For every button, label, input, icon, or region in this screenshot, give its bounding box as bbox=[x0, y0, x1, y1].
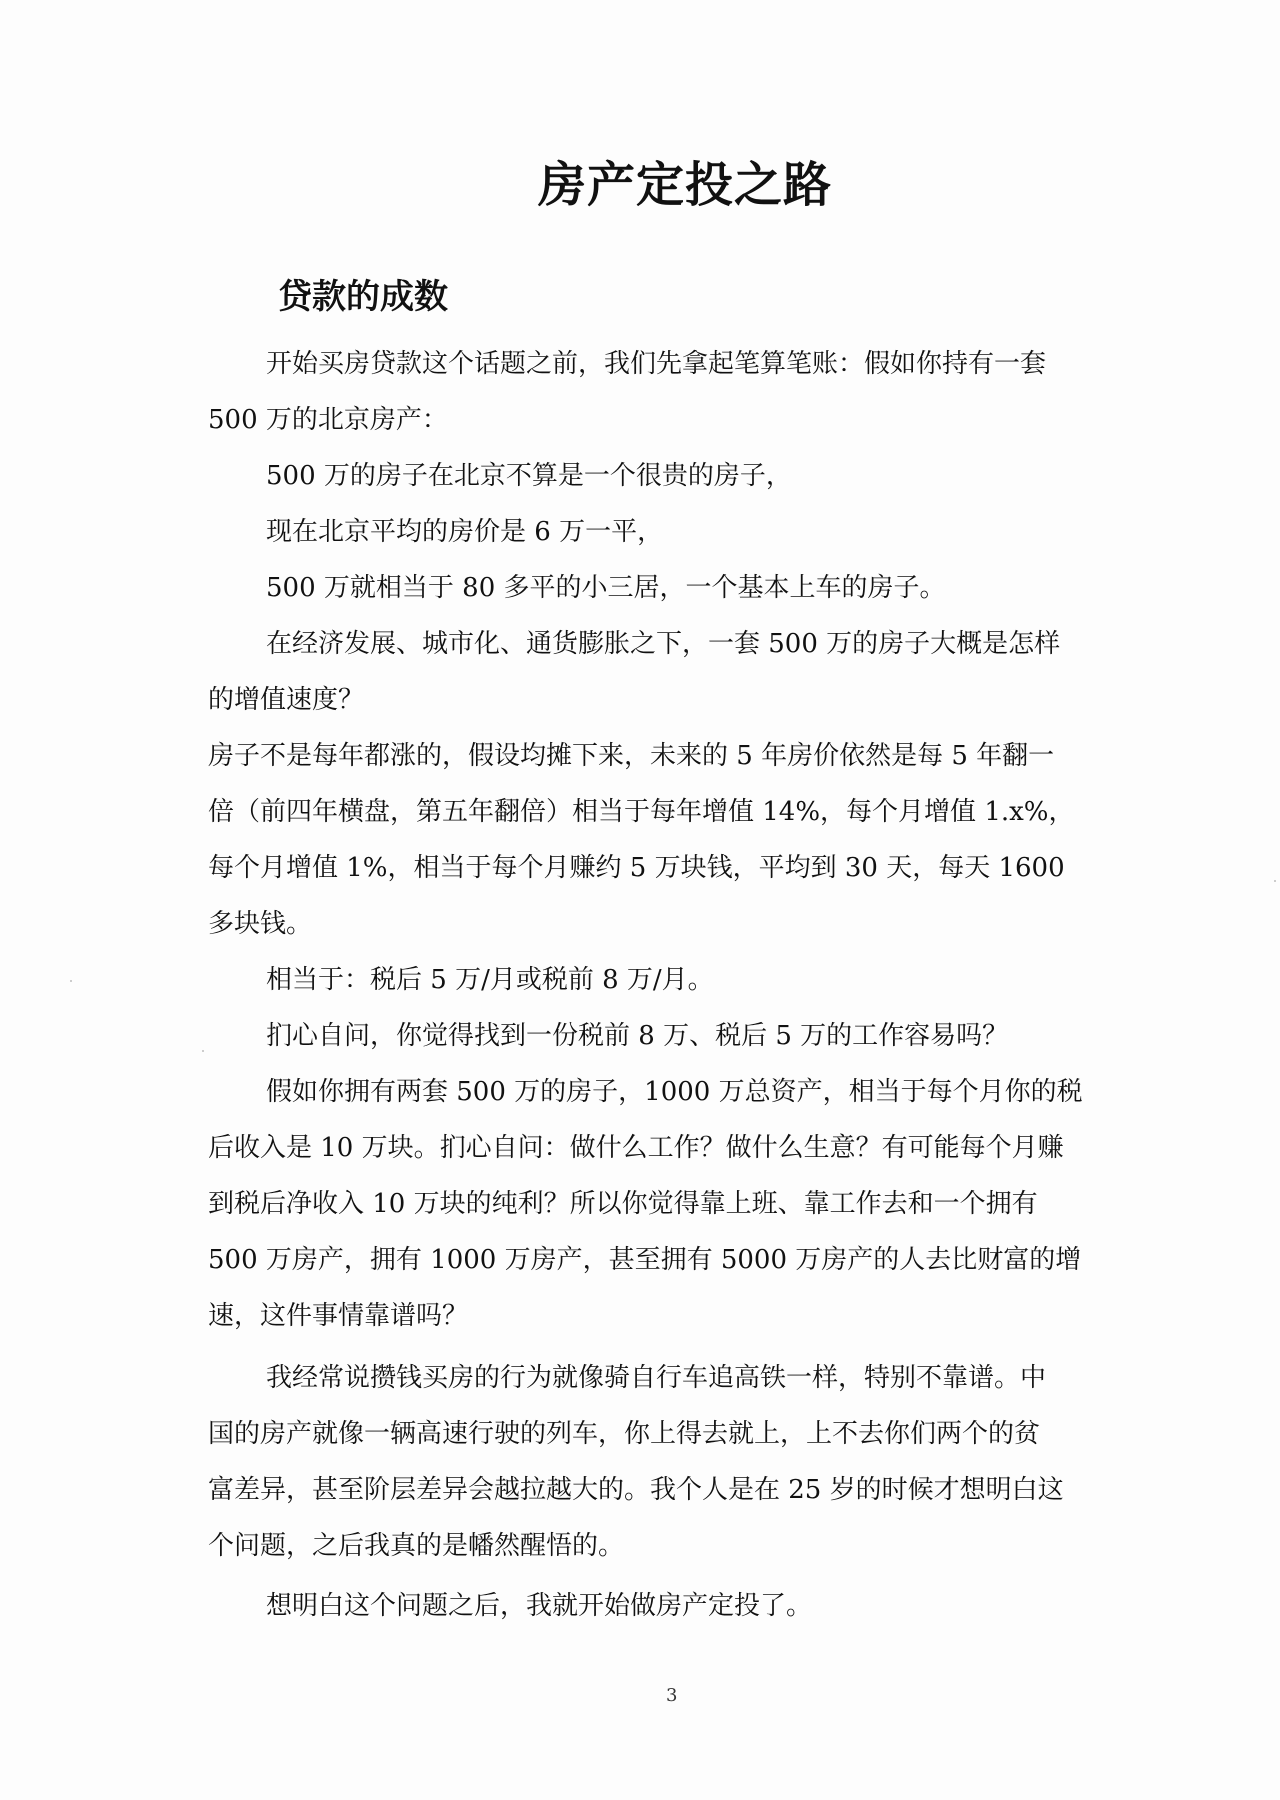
document-title: 房产定投之路 bbox=[537, 157, 832, 213]
paragraph-line: 后收入是 10 万块。扪心自问：做什么工作？做什么生意？有可能每个月赚 bbox=[208, 1133, 1064, 1163]
paragraph-line: 500 万的北京房产： bbox=[208, 405, 448, 435]
paragraph-line: 500 万房产，拥有 1000 万房产，甚至拥有 5000 万房产的人去比财富的增 bbox=[208, 1245, 1082, 1275]
paragraph-line: 想明白这个问题之后，我就开始做房产定投了。 bbox=[266, 1591, 813, 1621]
paragraph-line: 多块钱。 bbox=[208, 909, 313, 939]
section-heading: 贷款的成数 bbox=[278, 277, 448, 317]
paragraph-line: 到税后净收入 10 万块的纯利？所以你觉得靠上班、靠工作去和一个拥有 bbox=[208, 1189, 1038, 1219]
paragraph-line: 个问题，之后我真的是幡然醒悟的。 bbox=[208, 1531, 625, 1561]
paragraph-line: 房子不是每年都涨的，假设均摊下来，未来的 5 年房价依然是每 5 年翻一 bbox=[208, 741, 1055, 771]
paragraph-line: 在经济发展、城市化、通货膨胀之下，一套 500 万的房子大概是怎样 bbox=[266, 629, 1061, 659]
paragraph-line: 扪心自问，你觉得找到一份税前 8 万、税后 5 万的工作容易吗？ bbox=[266, 1021, 1009, 1051]
scan-speck bbox=[1274, 880, 1276, 882]
paragraph-line: 我经常说攒钱买房的行为就像骑自行车追高铁一样，特别不靠谱。中 bbox=[266, 1363, 1047, 1393]
paragraph-line: 速，这件事情靠谱吗？ bbox=[208, 1301, 469, 1331]
paragraph-line: 国的房产就像一辆高速行驶的列车，你上得去就上，上不去你们两个的贫 bbox=[208, 1419, 1041, 1449]
paragraph-line: 500 万的房子在北京不算是一个很贵的房子， bbox=[266, 461, 792, 491]
paragraph-line: 500 万就相当于 80 多平的小三居，一个基本上车的房子。 bbox=[266, 573, 946, 603]
paragraph-line: 富差异，甚至阶层差异会越拉越大的。我个人是在 25 岁的时候才想明白这 bbox=[208, 1475, 1064, 1505]
paragraph-line: 倍（前四年横盘，第五年翻倍）相当于每年增值 14%，每个月增值 1.x%， bbox=[208, 797, 1075, 827]
paragraph-line: 现在北京平均的房价是 6 万一平， bbox=[266, 517, 664, 547]
scan-speck bbox=[70, 980, 72, 982]
paragraph-line: 假如你拥有两套 500 万的房子，1000 万总资产，相当于每个月你的税 bbox=[266, 1077, 1083, 1107]
paragraph-line: 开始买房贷款这个话题之前，我们先拿起笔算笔账：假如你持有一套 bbox=[266, 349, 1047, 379]
paragraph-line: 每个月增值 1%，相当于每个月赚约 5 万块钱，平均到 30 天，每天 1600 bbox=[208, 853, 1065, 883]
page-number: 3 bbox=[666, 1685, 678, 1706]
scan-speck bbox=[202, 1050, 204, 1052]
paragraph-line: 相当于：税后 5 万/月或税前 8 万/月。 bbox=[266, 965, 714, 995]
paragraph-line: 的增值速度？ bbox=[208, 685, 365, 715]
